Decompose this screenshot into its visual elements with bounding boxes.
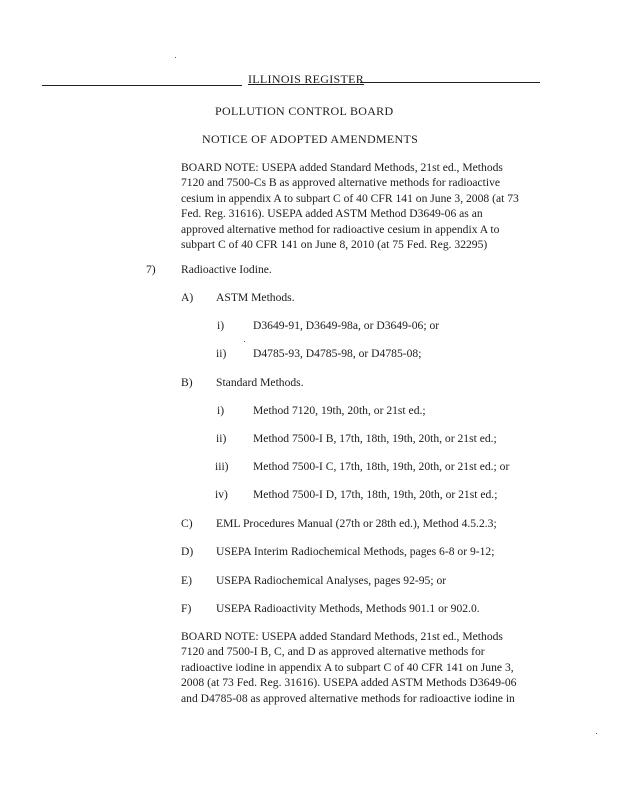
- note1-line: BOARD NOTE: USEPA added Standard Methods, 21st ed., Methods: [181, 161, 503, 174]
- item-D-text: USEPA Interim Radiochemical Methods, pages 6-8 or 9-12;: [216, 545, 495, 558]
- item-B-text: Standard Methods.: [216, 376, 304, 389]
- register-title: ILLINOIS REGISTER: [248, 72, 365, 86]
- item-A-text: ASTM Methods.: [216, 291, 295, 304]
- item-Bii-label: ii): [216, 432, 227, 445]
- board-note-2: [181, 629, 516, 706]
- item-Ai-label: i): [217, 319, 225, 332]
- note1-line: approved alternative method for radioactive cesium in appendix A to: [181, 222, 500, 236]
- header-rule-right: [360, 82, 540, 83]
- section-title: Radioactive Iodine.: [181, 263, 272, 276]
- item-Bii-text: Method 7500-I B, 17th, 18th, 19th, 20th, or 21st ed.;: [253, 432, 497, 445]
- item-F-label: F): [181, 602, 192, 615]
- note1-line: 7120 and 7500-Cs B as approved alternative methods for radioactive: [181, 176, 501, 190]
- note2-line: BOARD NOTE: USEPA added Standard Methods, 21st ed., Methods: [181, 630, 503, 643]
- item-Biii-text: Method 7500-I C, 17th, 18th, 19th, 20th, or 21st ed.; or: [253, 460, 510, 473]
- board-title: POLLUTION CONTROL BOARD: [215, 104, 394, 118]
- header-rule-left: [42, 85, 242, 86]
- item-C-text: EML Procedures Manual (27th or 28th ed.), Method 4.5.2.3;: [216, 517, 497, 530]
- scan-speck: [244, 341, 245, 342]
- notice-title: NOTICE OF ADOPTED AMENDMENTS: [202, 132, 419, 146]
- note2-line: 2008 (at 73 Fed. Reg. 31616). USEPA added ASTM Methods D3649-06: [181, 676, 517, 690]
- item-A-label: A): [181, 291, 194, 304]
- section-number: 7): [146, 263, 156, 276]
- item-Bi-label: i): [217, 404, 225, 417]
- note1-line: Fed. Reg. 31616). USEPA added ASTM Method D3649-06 as an: [181, 207, 483, 221]
- note2-line: radioactive iodine in appendix A to subpart C of 40 CFR 141 on June 3,: [181, 660, 514, 674]
- scan-speck: [175, 57, 176, 58]
- item-Biii-label: iii): [215, 460, 229, 473]
- board-note-1: [181, 160, 519, 252]
- item-Biv-label: iv): [215, 488, 228, 501]
- scan-speck: [596, 733, 597, 734]
- item-Aii-label: ii): [216, 347, 227, 360]
- item-E-label: E): [181, 574, 192, 587]
- item-Aii-text: D4785-93, D4785-98, or D4785-08;: [253, 347, 422, 360]
- note1-line: cesium in appendix A to subpart C of 40 CFR 141 on June 3, 2008 (at 73: [181, 191, 519, 205]
- item-E-text: USEPA Radiochemical Analyses, pages 92-95; or: [216, 574, 447, 587]
- item-C-label: C): [181, 517, 193, 530]
- item-F-text: USEPA Radioactivity Methods, Methods 901.1 or 902.0.: [216, 602, 480, 615]
- item-Ai-text: D3649-91, D3649-98a, or D3649-06; or: [253, 319, 440, 332]
- note2-line: 7120 and 7500-I B, C, and D as approved alternative methods for: [181, 645, 485, 659]
- item-D-label: D): [181, 545, 194, 558]
- item-Biv-text: Method 7500-I D, 17th, 18th, 19th, 20th, or 21st ed.;: [253, 488, 498, 501]
- note1-line: subpart C of 40 CFR 141 on June 8, 2010 (at 75 Fed. Reg. 32295): [181, 238, 488, 252]
- note2-line: and D4785-08 as approved alternative methods for radioactive iodine in: [181, 691, 515, 705]
- item-Bi-text: Method 7120, 19th, 20th, or 21st ed.;: [253, 404, 426, 417]
- item-B-label: B): [181, 376, 193, 389]
